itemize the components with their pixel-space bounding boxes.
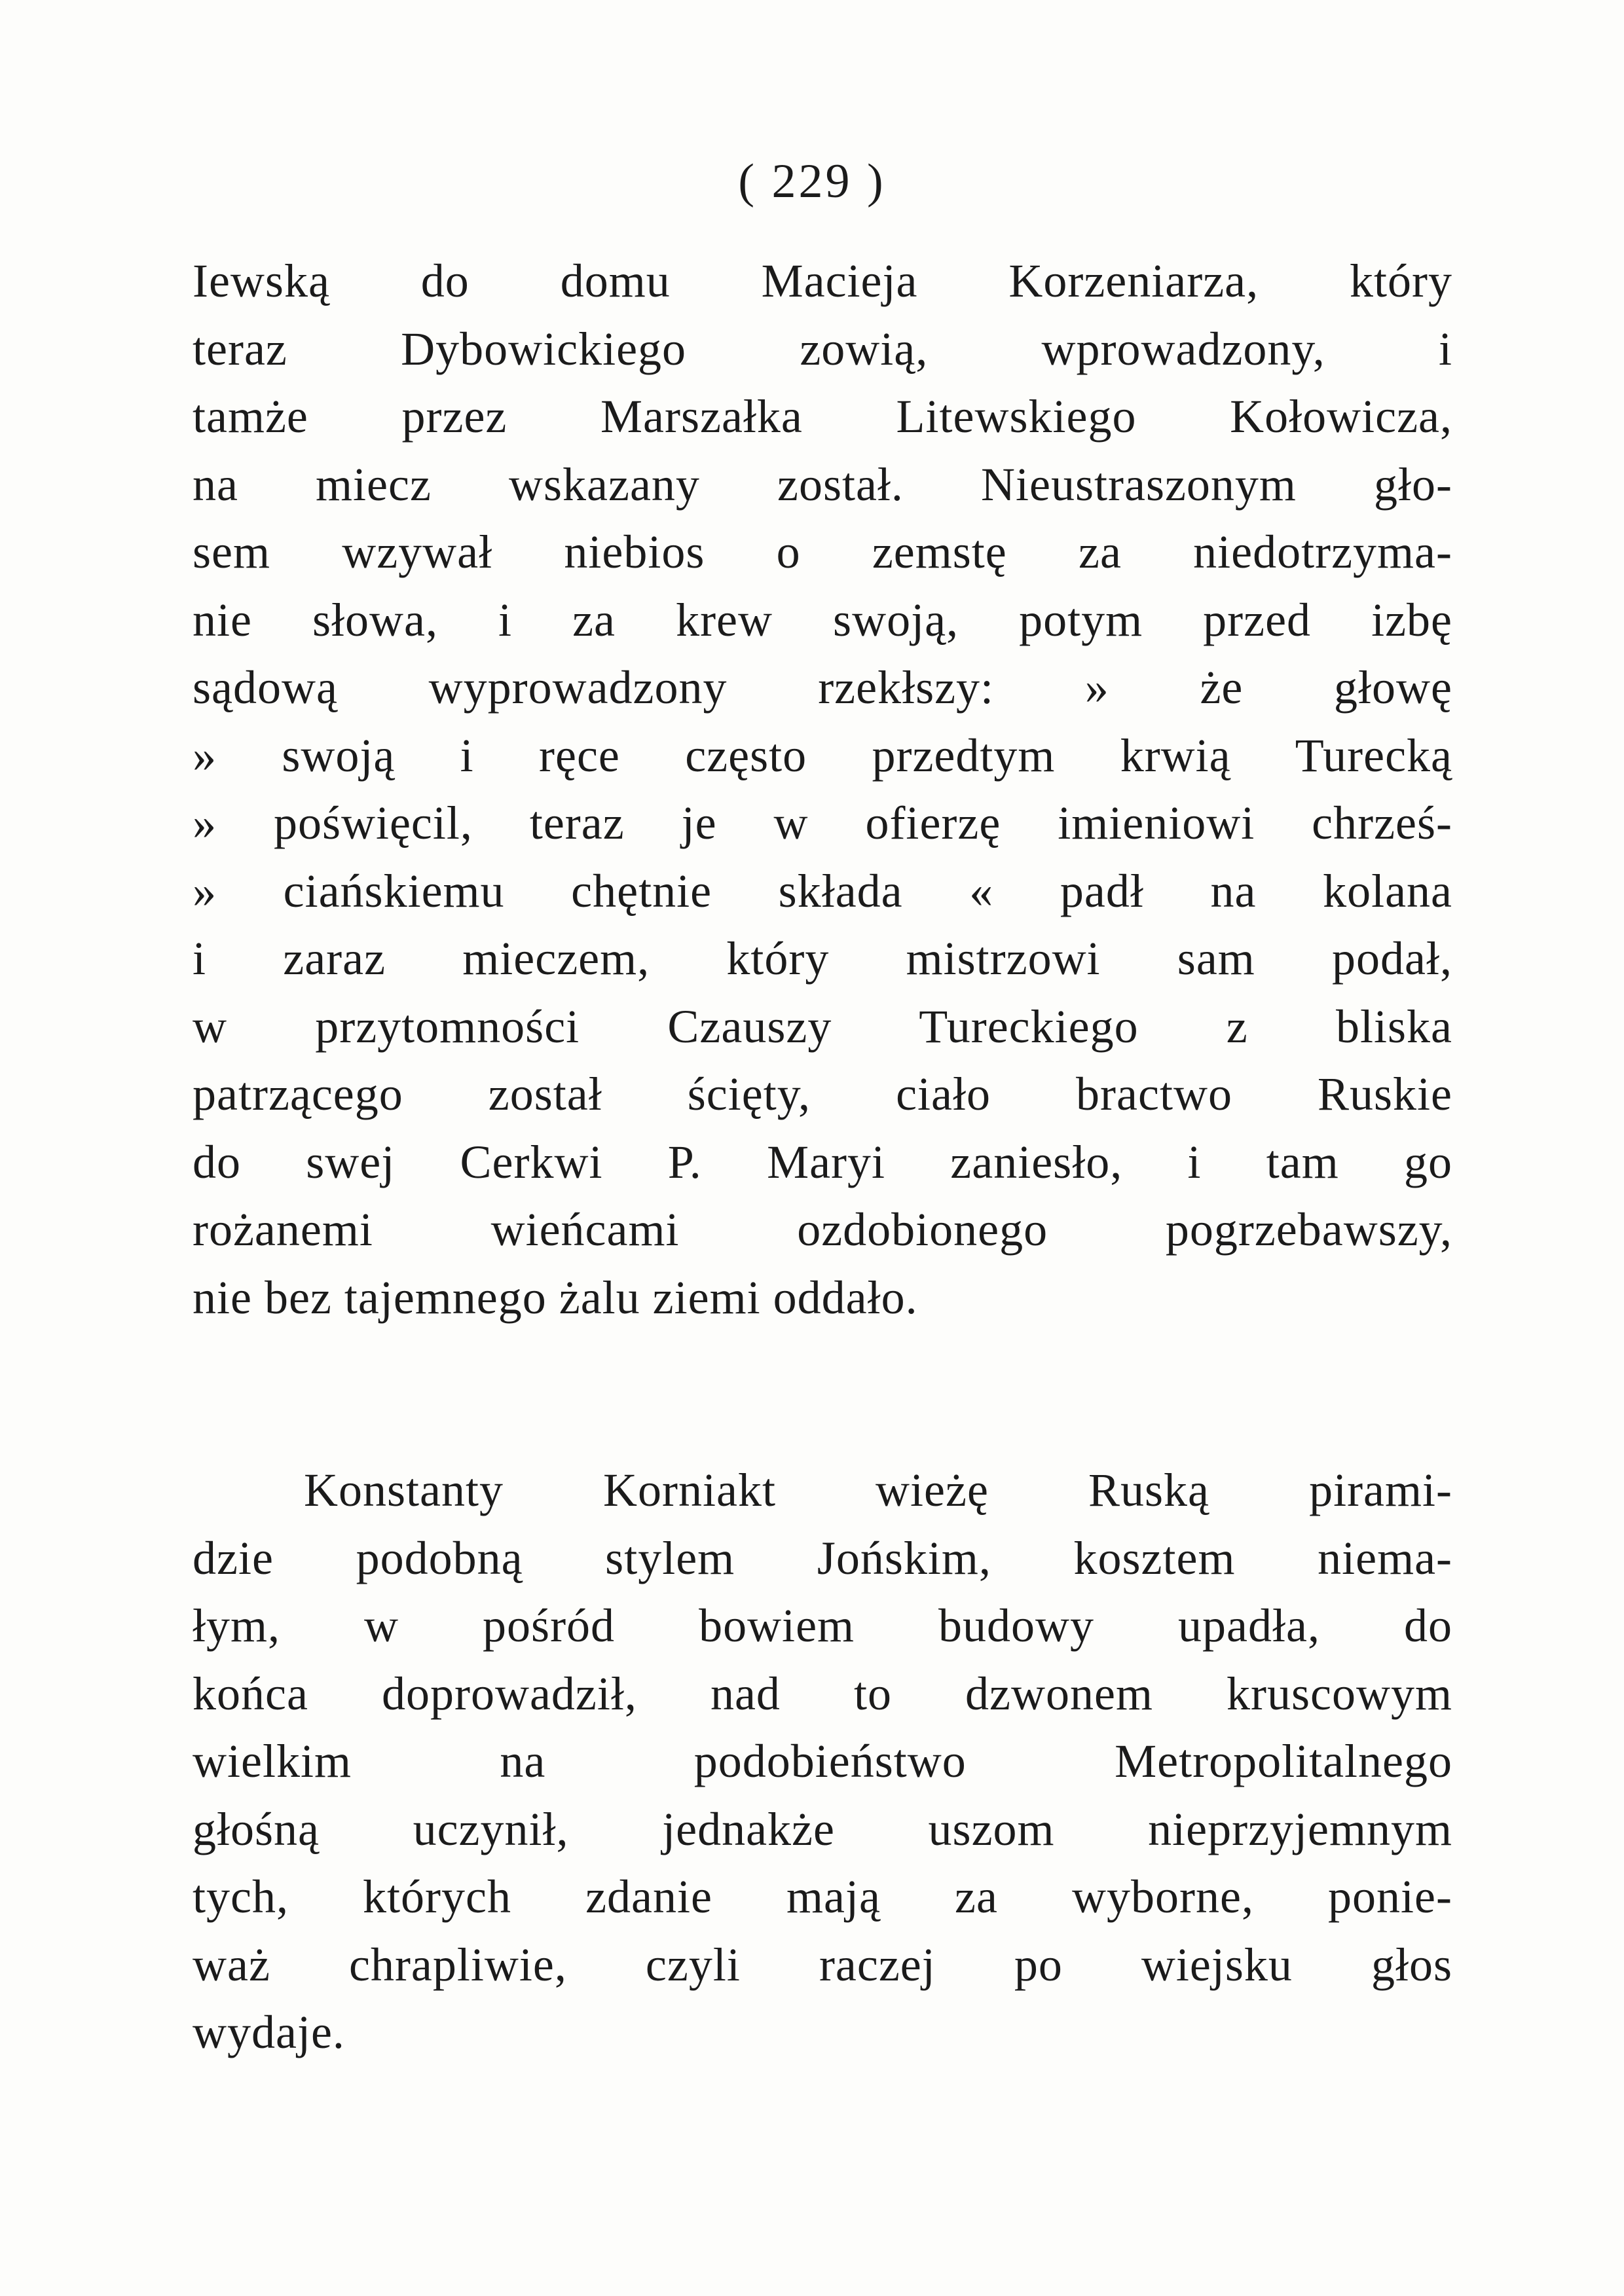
text-line: Konstanty Korniakt wieżę Ruską pirami- [304, 1464, 1452, 1516]
text-line: » swoją i ręce często przedtym krwią Turecką [193, 729, 1452, 782]
text-line: nie bez tajemnego żalu ziemi oddało. [193, 1271, 918, 1324]
text-line: końca doprowadził, nad to dzwonem kruscowym [193, 1667, 1452, 1720]
text-line: wielkim na podobieństwo Metropolitalnego [193, 1735, 1452, 1787]
text-line: » poświęcil, teraz je w ofierzę imieniowi chrześ- [193, 797, 1452, 849]
text-line: sądową wyprowadzony rzekłszy: » że głowę [193, 661, 1452, 714]
paragraph-2 [193, 1457, 1452, 2067]
page-number: ( 229 ) [738, 155, 886, 208]
text-line: sem wzywał niebios o zemstę za niedotrzyma- [193, 526, 1452, 578]
text-line: » ciańskiemu chętnie składa « padł na kolana [193, 864, 1452, 917]
text-line: teraz Dybowickiego zowią, wprowadzony, i [193, 322, 1452, 375]
text-line: Iewską do domu Macieja Korzeniarza, który [193, 255, 1452, 307]
text-line: łym, w pośród bowiem budowy upadła, do [193, 1599, 1452, 1652]
text-line: patrzącego został ścięty, ciało bractwo Ruskie [193, 1068, 1452, 1120]
paragraph-1 [193, 247, 1452, 1332]
text-line: do swej Cerkwi P. Maryi zaniesło, i tam go [193, 1135, 1452, 1188]
text-line: dzie podobną stylem Jońskim, kosztem niema- [193, 1531, 1452, 1584]
text-line: na miecz wskazany został. Nieustraszonym gło- [193, 458, 1452, 511]
text-line: waż chrapliwie, czyli raczej po wiejsku głos [193, 1938, 1452, 1991]
text-line: tamże przez Marszałka Litewskiego Kołowicza, [193, 390, 1452, 443]
text-line: nie słowa, i za krew swoją, potym przed izbę [193, 593, 1452, 646]
text-line: głośną uczynił, jednakże uszom nieprzyjemnym [193, 1802, 1452, 1855]
text-line: w przytomności Czauszy Tureckiego z bliska [193, 1000, 1452, 1053]
text-line: i zaraz mieczem, który mistrzowi sam podał, [193, 932, 1452, 985]
text-line: rożanemi wieńcami ozdobionego pogrzebawszy, [193, 1203, 1452, 1256]
text-line: wydaje. [193, 2006, 345, 2058]
text-line: tych, których zdanie mają za wyborne, ponie- [193, 1870, 1452, 1923]
